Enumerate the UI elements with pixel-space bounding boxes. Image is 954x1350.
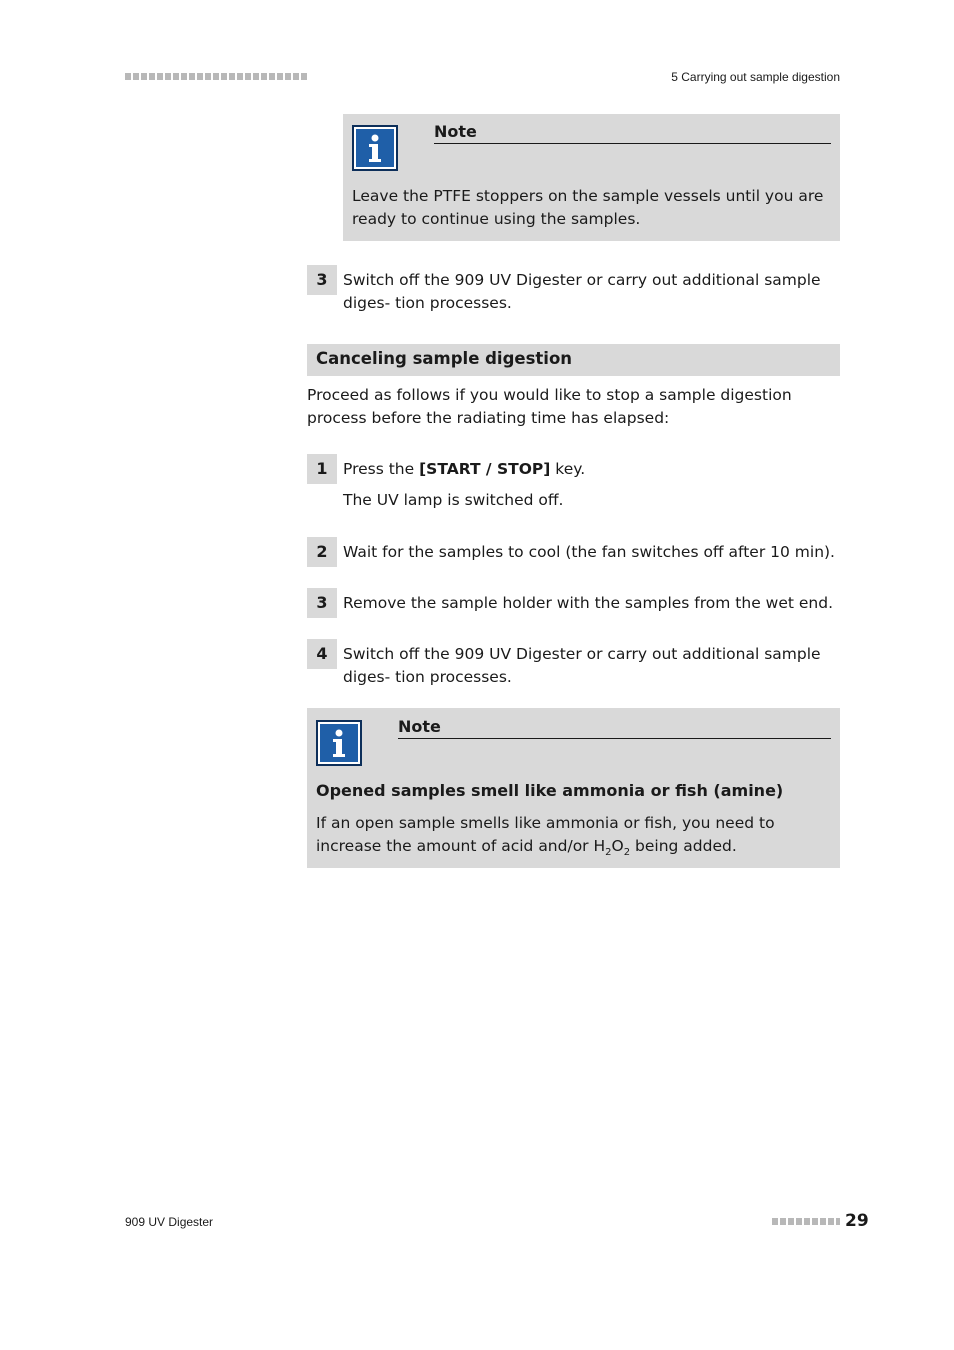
subscript: 2 <box>623 847 631 859</box>
footer-decoration <box>772 1218 840 1225</box>
note-box <box>307 708 840 868</box>
page-number: 29 <box>845 1211 869 1231</box>
step-item <box>307 265 840 315</box>
note-box <box>343 114 840 241</box>
section-heading: Canceling sample digestion <box>307 344 840 376</box>
step-number: 2 <box>307 537 337 567</box>
chapter-title: 5 Carrying out sample digestion <box>671 70 840 84</box>
note-text: Leave the PTFE stoppers on the sample vessels until you are ready to continue using the samples. <box>352 187 824 228</box>
info-icon <box>352 125 398 171</box>
step-number: 3 <box>307 588 337 618</box>
step-item <box>307 454 840 514</box>
step-item <box>307 537 840 567</box>
step-text-prefix: Press the <box>343 460 420 478</box>
key-label: [START / STOP] <box>419 460 551 478</box>
note-text-part: If an open sample smells like ammonia or fish, you need to increase the amount of acid and/or H <box>316 814 775 855</box>
step-text: Remove the sample holder with the samples from the wet end. <box>343 594 833 612</box>
step-text-suffix: key. <box>550 460 586 478</box>
step-text <box>343 458 840 481</box>
note-title: Note <box>398 717 831 739</box>
step-number: 4 <box>307 639 337 669</box>
note-subheading: Opened samples smell like ammonia or fish (amine) <box>316 781 784 800</box>
info-icon <box>316 720 362 766</box>
step-item <box>307 588 840 618</box>
step-item <box>307 639 840 689</box>
step-number: 3 <box>307 265 337 295</box>
note-text-part: O <box>611 837 624 855</box>
step-text: Switch off the 909 UV Digester or carry out additional sample diges- tion processes. <box>343 271 821 312</box>
step-text: Switch off the 909 UV Digester or carry out additional sample diges- tion processes. <box>343 645 821 686</box>
footer-product: 909 UV Digester <box>125 1215 214 1229</box>
step-text: Wait for the samples to cool (the fan switches off after 10 min). <box>343 543 835 561</box>
section-intro: Proceed as follows if you would like to stop a sample digestion process before the radiating time has elapsed: <box>307 386 792 427</box>
note-text <box>316 812 831 864</box>
subscript: 2 <box>605 847 612 859</box>
header-decoration <box>125 73 307 80</box>
note-text-part: being added. <box>630 837 737 855</box>
step-result: The UV lamp is switched off. <box>343 491 564 509</box>
step-number: 1 <box>307 454 337 484</box>
note-title: Note <box>434 122 831 144</box>
